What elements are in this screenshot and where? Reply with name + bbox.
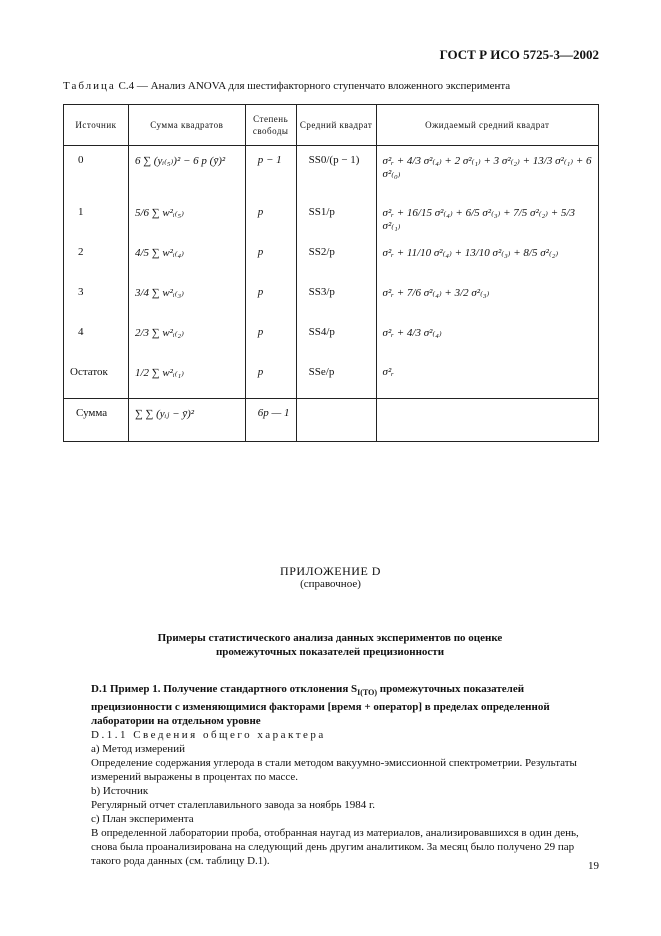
item-c-text: В определенной лаборатории проба, отобранная наугад из материалов, анализировавшихся в один день, снова была проанализирована на следующий день другим аналитиком. За месяц было получено 29 пар такого рода данных (см. таблицу D.1). xyxy=(91,827,579,868)
heading-line-2: промежуточных показателей прецизионности xyxy=(215,646,445,658)
cell-mean-square: SS1/p xyxy=(296,198,376,238)
cell-df: p − 1 xyxy=(245,146,296,199)
cell-sum-of-squares: 2/3 ∑ w²ᵢ₍₂₎ xyxy=(128,318,245,358)
cell-sum-of-squares: 3/4 ∑ w²ᵢ₍₃₎ xyxy=(128,278,245,318)
header-source: Источник xyxy=(64,105,129,146)
cell-sum-of-squares: 4/5 ∑ w²ᵢ₍₄₎ xyxy=(128,238,245,278)
table-row xyxy=(64,198,599,238)
cell-df: p xyxy=(245,318,296,358)
body-text xyxy=(91,682,599,868)
item-b-label: b) Источник xyxy=(91,785,149,798)
cell-mean-square: SS3/p xyxy=(296,278,376,318)
header-expected-mean-square: Ожидаемый средний квадрат xyxy=(376,105,598,146)
document-code: ГОСТ Р ИСО 5725-3—2002 xyxy=(439,47,599,62)
cell-source: 3 xyxy=(64,278,129,318)
cell-expected-mean-square-empty xyxy=(376,399,598,442)
header-degrees-of-freedom: Степень свободы xyxy=(245,105,296,146)
cell-df: 6p — 1 xyxy=(245,399,296,442)
table-row xyxy=(64,278,599,318)
cell-sum-of-squares: 5/6 ∑ w²ᵢ₍₅₎ xyxy=(128,198,245,238)
table-row xyxy=(64,146,599,199)
page-number: 19 xyxy=(588,860,599,872)
cell-expected-mean-square: σ²ᵣ + 16/15 σ²₍₄₎ + 6/5 σ²₍₃₎ + 7/5 σ²₍₂₎ + 5/3 σ²₍₁₎ xyxy=(376,198,598,238)
cell-df: p xyxy=(245,278,296,318)
anova-table xyxy=(63,104,599,442)
item-c-label: с) План эксперимента xyxy=(91,813,194,826)
cell-mean-square-empty xyxy=(296,399,376,442)
table-total-row xyxy=(64,399,599,442)
cell-mean-square: SS0/(p − 1) xyxy=(296,146,376,199)
example-title: D.1 Пример 1. Получение стандартного отклонения $S_{I(TO)}$ промежуточных показателей прецизионности с изменяющимися факторами [время + оператор] в пределах определенной лаборатории на отдельном уровне xyxy=(91,683,550,728)
cell-mean-square: SS2/p xyxy=(296,238,376,278)
table-caption-prefix: Таблица xyxy=(63,80,116,92)
subsection-title: D.1.1 Сведения общего характера xyxy=(91,729,326,742)
table-row xyxy=(64,358,599,399)
table-row xyxy=(64,318,599,358)
cell-expected-mean-square: σ²ᵣ + 11/10 σ²₍₄₎ + 13/10 σ²₍₃₎ + 8/5 σ²₍₂₎ xyxy=(376,238,598,278)
appendix-subtitle: (справочное) xyxy=(300,578,361,590)
cell-sum-of-squares: 6 ∑ (yᵢ₍₅₎)² − 6 p (ȳ)² xyxy=(128,146,245,199)
cell-source: 2 xyxy=(64,238,129,278)
cell-df: p xyxy=(245,358,296,399)
cell-source: 1 xyxy=(64,198,129,238)
appendix-title: ПРИЛОЖЕНИЕ D xyxy=(280,564,381,578)
section-heading xyxy=(80,631,580,659)
item-b-text: Регулярный отчет сталеплавильного завода за ноябрь 1984 г. xyxy=(91,799,375,812)
item-a-text: Определение содержания углерода в стали методом вакуумно-эмиссионной спектрометрии. Результаты измерений выражены в процентах по массе. xyxy=(91,757,577,784)
cell-mean-square: SSe/p xyxy=(296,358,376,399)
cell-df: p xyxy=(245,198,296,238)
table-row xyxy=(64,238,599,278)
cell-sum-of-squares: ∑ ∑ (yᵢⱼ − ȳ)² xyxy=(128,399,245,442)
table-header-row xyxy=(64,105,599,146)
cell-source: 4 xyxy=(64,318,129,358)
cell-source: Сумма xyxy=(64,399,129,442)
cell-mean-square: SS4/p xyxy=(296,318,376,358)
cell-source: 0 xyxy=(64,146,129,199)
cell-source: Остаток xyxy=(64,358,129,399)
table-caption-text: С.4 — Анализ ANOVA для шестифакторного ступенчато вложенного эксперимента xyxy=(118,80,511,92)
cell-expected-mean-square: σ²ᵣ xyxy=(376,358,598,399)
cell-sum-of-squares: 1/2 ∑ w²ᵢ₍₁₎ xyxy=(128,358,245,399)
header-sum-of-squares: Сумма квадратов xyxy=(128,105,245,146)
heading-line-1: Примеры статистического анализа данных экспериментов по оценке xyxy=(157,632,503,644)
header-mean-square: Средний квадрат xyxy=(296,105,376,146)
cell-expected-mean-square: σ²ᵣ + 4/3 σ²₍₄₎ + 2 σ²₍₁₎ + 3 σ²₍₂₎ + 13/3 σ²₍₁₎ + 6 σ²₍₀₎ xyxy=(376,146,598,199)
table-caption xyxy=(63,80,510,92)
cell-df: p xyxy=(245,238,296,278)
cell-expected-mean-square: σ²ᵣ + 7/6 σ²₍₄₎ + 3/2 σ²₍₃₎ xyxy=(376,278,598,318)
item-a-label: а) Метод измерений xyxy=(91,743,185,756)
cell-expected-mean-square: σ²ᵣ + 4/3 σ²₍₄₎ xyxy=(376,318,598,358)
